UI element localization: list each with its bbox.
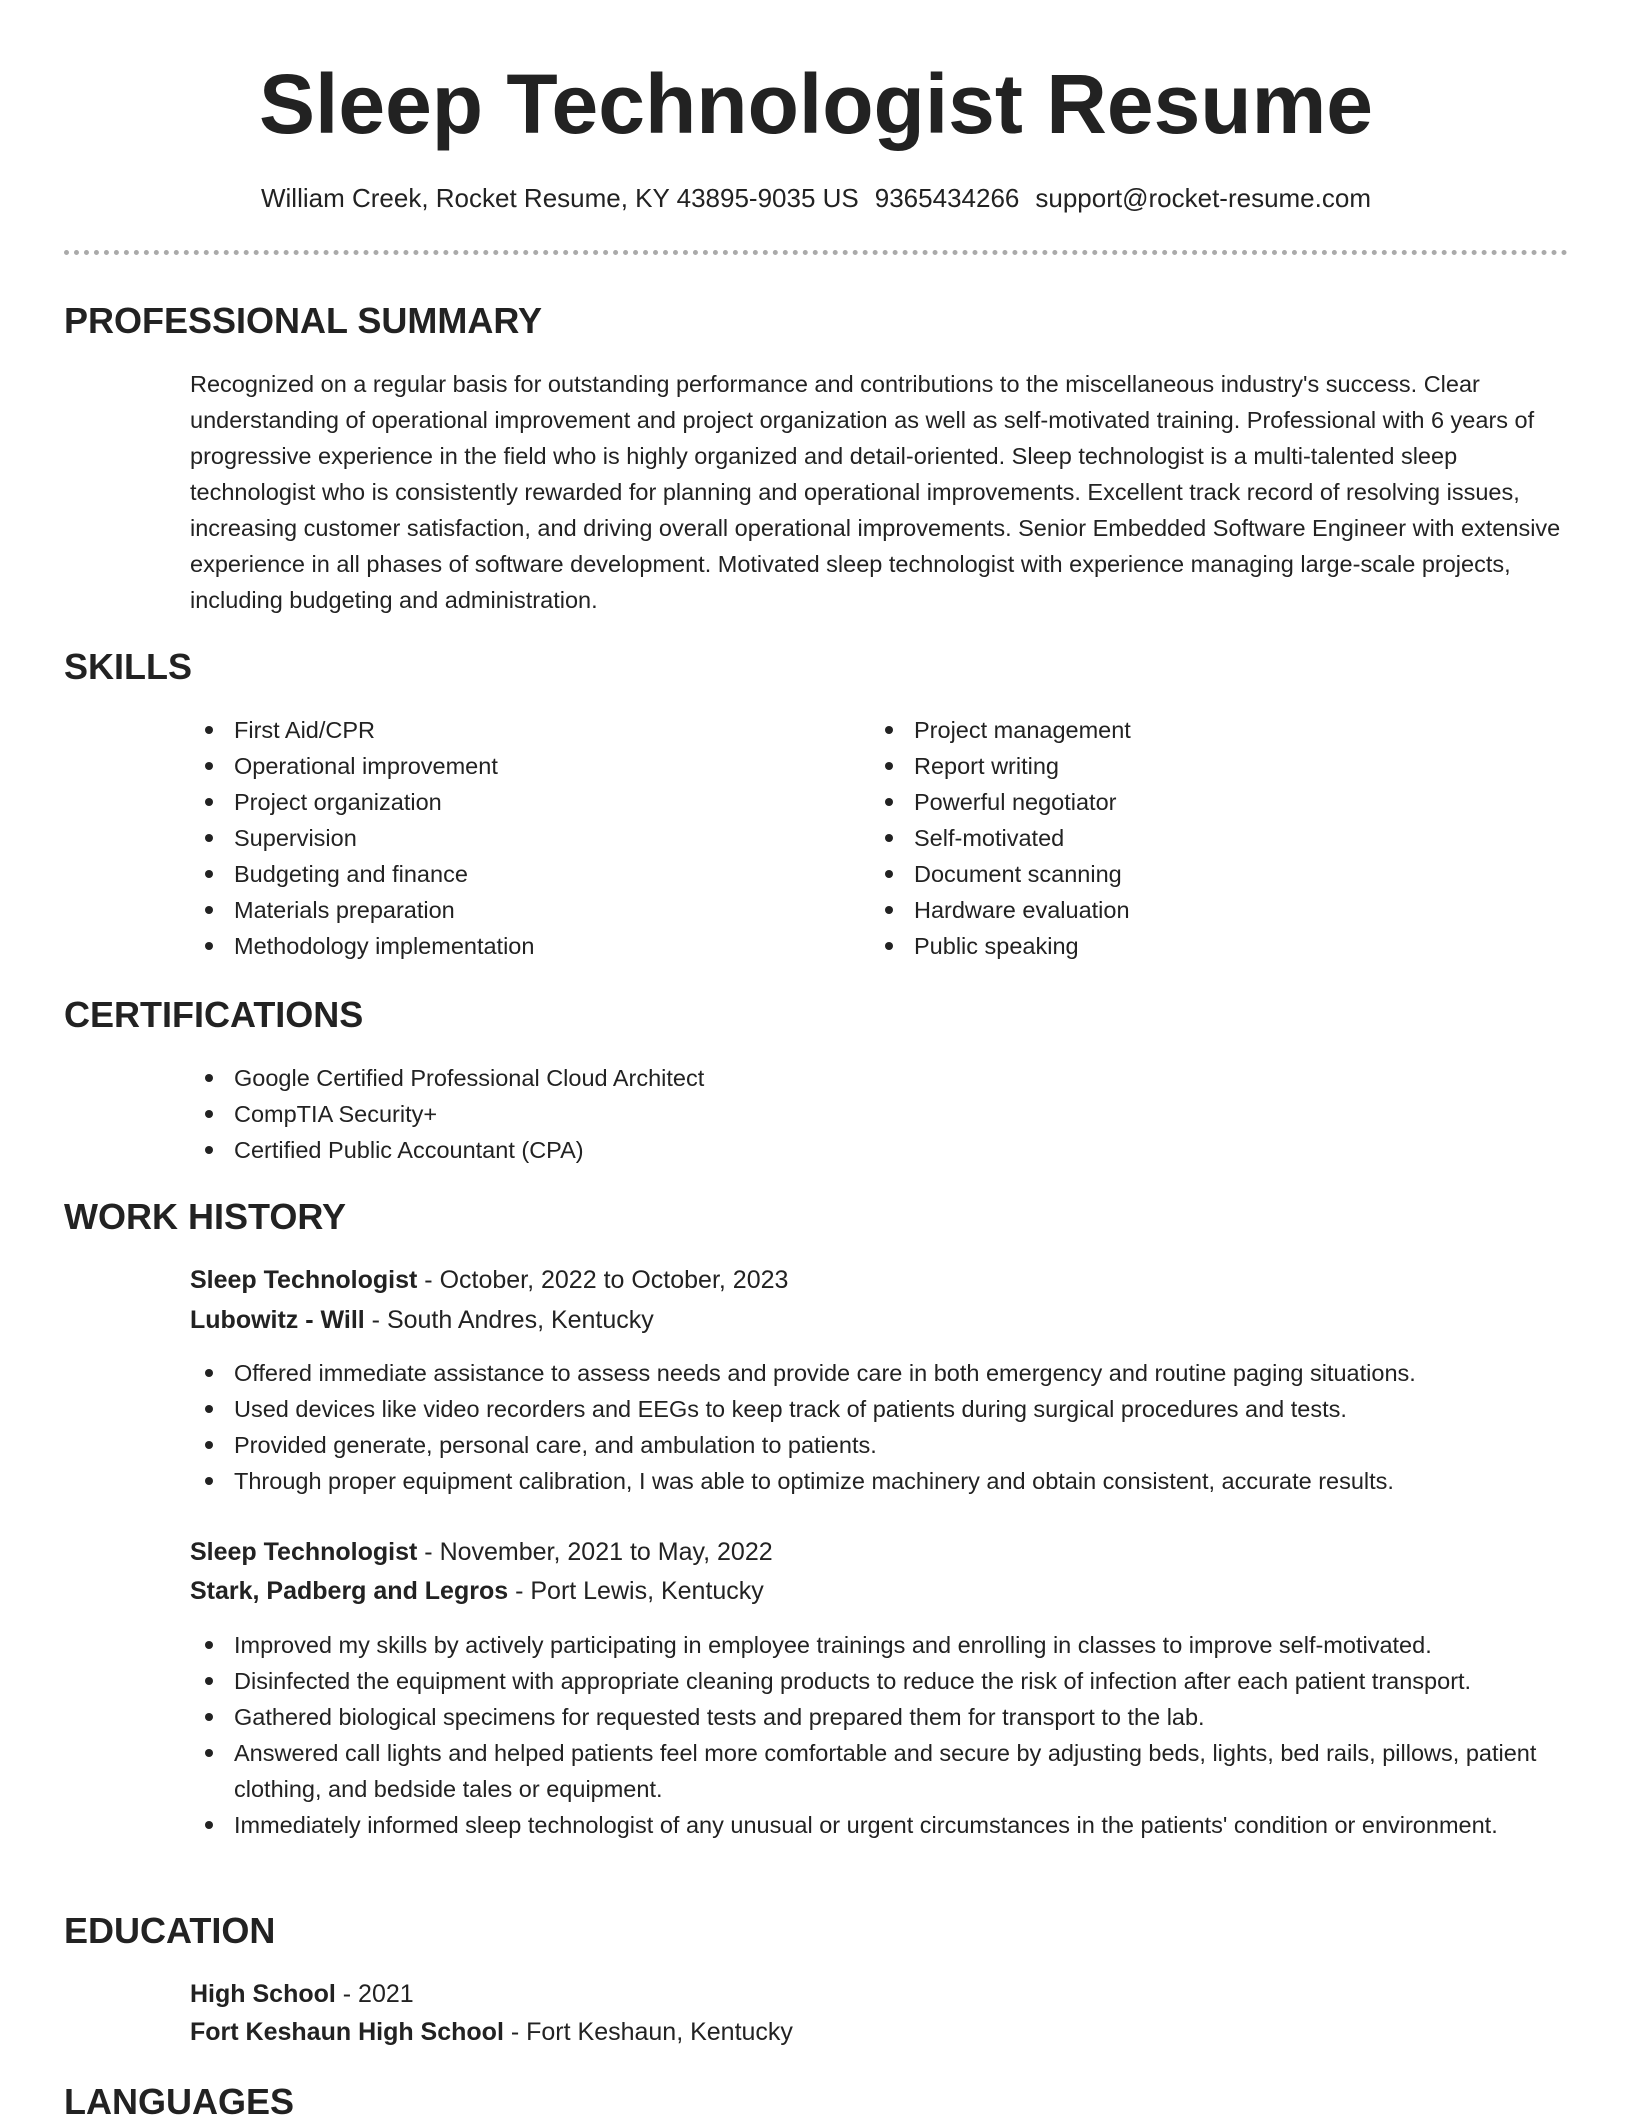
job-bullet: Immediately informed sleep technologist of any unusual or urgent circumstances in the patients' condition or environment. — [190, 1807, 1570, 1843]
certification-item: CompTIA Security+ — [190, 1096, 1570, 1132]
skill-item: Budgeting and finance — [190, 856, 830, 892]
contact-line — [0, 180, 1632, 216]
job-bullet: Through proper equipment calibration, I was able to optimize machinery and obtain consistent, accurate results. — [190, 1463, 1570, 1499]
work-history-heading: WORK HISTORY — [64, 1196, 347, 1237]
summary-heading: PROFESSIONAL SUMMARY — [64, 300, 543, 341]
certifications-heading: CERTIFICATIONS — [64, 994, 364, 1035]
job-company: Lubowitz - Will — [190, 1306, 365, 1334]
job-bullet: Answered call lights and helped patients feel more comfortable and secure by adjusting beds, lights, bed rails, pillows, patient clothing, and bedside tales or equipment. — [190, 1735, 1570, 1807]
job-bullets — [190, 1355, 1570, 1499]
skill-item: Materials preparation — [190, 892, 830, 928]
job-company-line: Stark, Padberg and Legros - Port Lewis, Kentucky — [190, 1577, 764, 1605]
page-title: Sleep Technologist Resume — [258, 57, 1374, 151]
job-title-line: Sleep Technologist - November, 2021 to May, 2022 — [190, 1538, 773, 1566]
skills-heading: SKILLS — [64, 646, 193, 687]
education-degree-line: High School - 2021 — [190, 1980, 414, 2008]
job-dates: November, 2021 to May, 2022 — [439, 1538, 773, 1566]
job-location: Port Lewis, Kentucky — [530, 1577, 764, 1605]
job-title: Sleep Technologist — [190, 1538, 418, 1566]
education-location: Fort Keshaun, Kentucky — [526, 2018, 793, 2046]
contact-phone: 9365434266 — [874, 183, 1020, 213]
job-bullet: Disinfected the equipment with appropriate cleaning products to reduce the risk of infection after each patient transport. — [190, 1663, 1570, 1699]
skill-item: Supervision — [190, 820, 830, 856]
skill-item: First Aid/CPR — [190, 712, 830, 748]
job-bullet: Used devices like video recorders and EEGs to keep track of patients during surgical procedures and tests. — [190, 1391, 1570, 1427]
skill-item: Project organization — [190, 784, 830, 820]
skill-item: Hardware evaluation — [870, 892, 1510, 928]
education-school-line: Fort Keshaun High School - Fort Keshaun, Kentucky — [190, 2018, 793, 2046]
certification-item: Certified Public Accountant (CPA) — [190, 1132, 1570, 1168]
education-school: Fort Keshaun High School — [190, 2018, 504, 2046]
education-year: 2021 — [358, 1980, 414, 2008]
job-company-line: Lubowitz - Will - South Andres, Kentucky — [190, 1306, 654, 1334]
job-dates: October, 2022 to October, 2023 — [439, 1266, 789, 1294]
job-title-line: Sleep Technologist - October, 2022 to October, 2023 — [190, 1266, 789, 1294]
job-bullet: Improved my skills by actively participating in employee trainings and enrolling in classes to improve self-motivated. — [190, 1627, 1570, 1663]
job-location: South Andres, Kentucky — [386, 1306, 654, 1334]
skill-item: Operational improvement — [190, 748, 830, 784]
job-bullet: Gathered biological specimens for requested tests and prepared them for transport to the lab. — [190, 1699, 1570, 1735]
job-bullet: Offered immediate assistance to assess needs and provide care in both emergency and routine paging situations. — [190, 1355, 1570, 1391]
job-title: Sleep Technologist — [190, 1266, 418, 1294]
summary-text: Recognized on a regular basis for outstanding performance and contributions to the miscellaneous industry's success. Clear understanding of operational improvement and project organization as well as self-motivated training. Professional with 6 years of progressive experience in the field who is highly organized and detail-oriented. Sleep technologist is a multi-talented sleep technologist who is consistently rewarded for planning and operational improvements. Excellent track record of resolving issues, increasing customer satisfaction, and driving overall operational improvements. Senior Embedded Software Engineer with extensive experience in all phases of software development. Motivated sleep technologist with experience managing large-scale projects, including budgeting and administration. — [190, 371, 1561, 613]
education-heading: EDUCATION — [64, 1910, 276, 1951]
skill-item: Powerful negotiator — [870, 784, 1510, 820]
header-divider — [64, 250, 1568, 255]
skill-item: Project management — [870, 712, 1510, 748]
skill-item: Self-motivated — [870, 820, 1510, 856]
skill-item: Report writing — [870, 748, 1510, 784]
job-company: Stark, Padberg and Legros — [190, 1577, 509, 1605]
certifications-list — [190, 1060, 1570, 1168]
contact-email: support@rocket-resume.com — [1035, 183, 1371, 213]
skill-item: Document scanning — [870, 856, 1510, 892]
certification-item: Google Certified Professional Cloud Architect — [190, 1060, 1570, 1096]
skill-item: Methodology implementation — [190, 928, 830, 964]
languages-heading: LANGUAGES — [64, 2081, 295, 2122]
job-bullets — [190, 1627, 1570, 1843]
skills-list-left — [190, 712, 830, 964]
skills-list-right — [870, 712, 1510, 964]
skill-item: Public speaking — [870, 928, 1510, 964]
contact-address: William Creek, Rocket Resume, KY 43895-9035 US — [260, 183, 859, 213]
job-bullet: Provided generate, personal care, and ambulation to patients. — [190, 1427, 1570, 1463]
education-degree: High School — [190, 1980, 336, 2008]
